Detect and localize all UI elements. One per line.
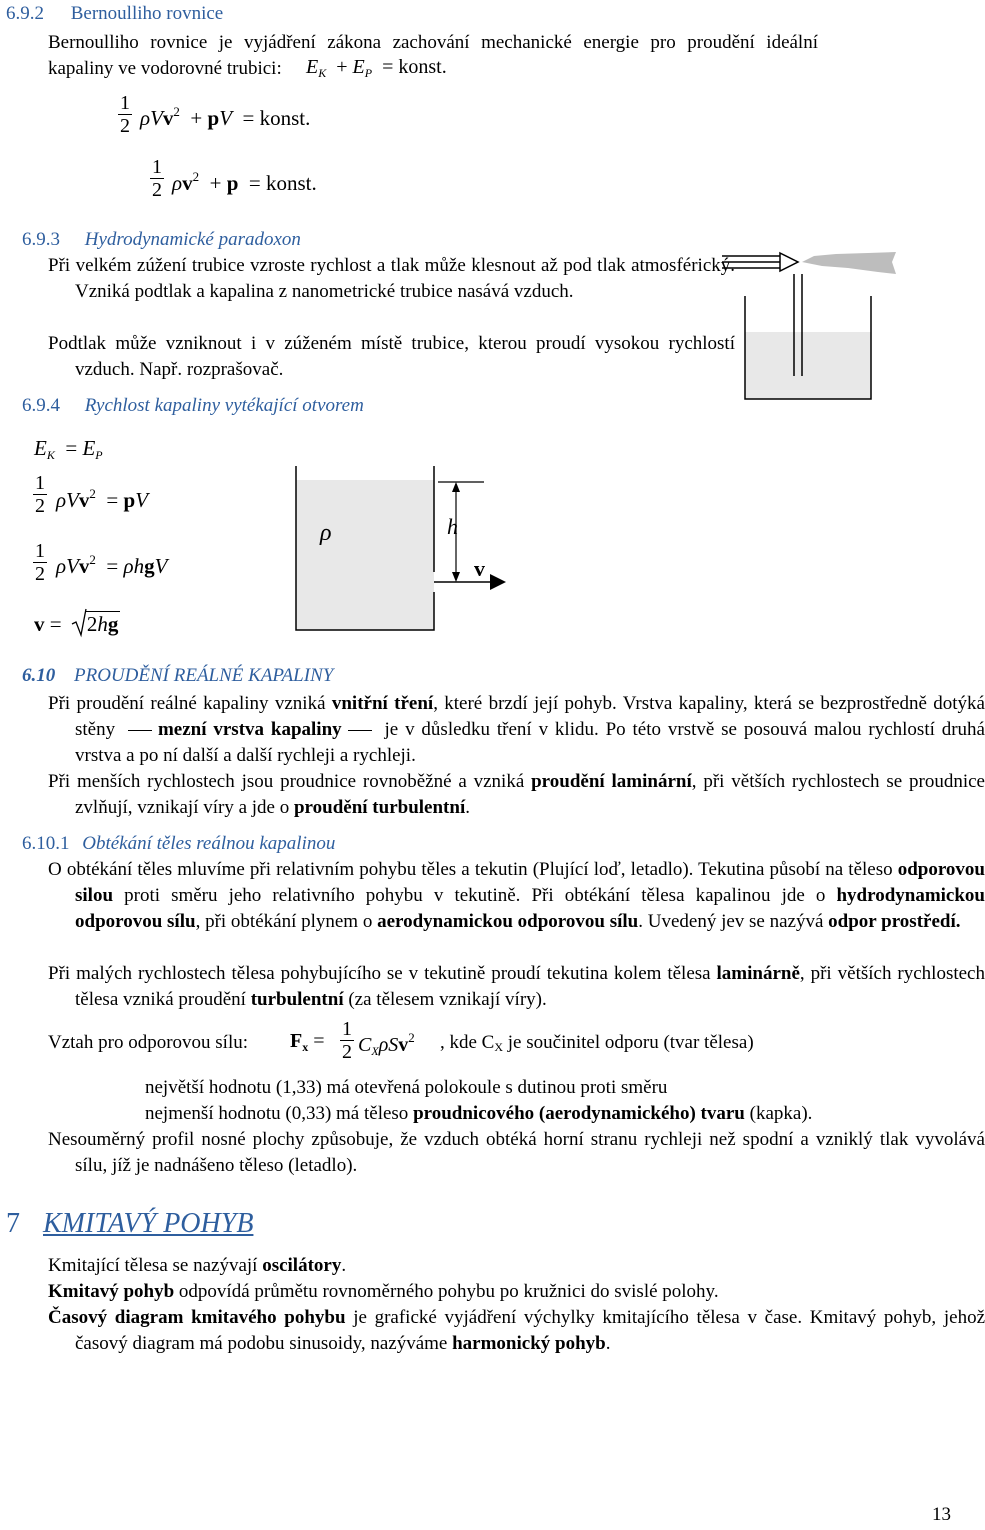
term-oscillators: oscilátory (262, 1255, 342, 1276)
drag-formula-lhs: $F_x$ = (290, 1030, 325, 1054)
text-run: nejmenší hodnotu (0,33) má těleso (145, 1103, 414, 1124)
torricelli-eq-1: ρVv$^2$ = pV (56, 486, 149, 512)
lift-para (48, 1127, 985, 1179)
half-fraction: $\frac{1}{2}$ (35, 472, 45, 517)
section-heading-6101 (22, 832, 335, 856)
text-run: je grafické vyjádření výchylky kmitajícího tělesa v čase. Kmitavý pohyb, jehož časový diagram má podobu sinusoidy, nazýváme (75, 1307, 985, 1354)
const-label: konst. (265, 171, 317, 195)
section-number: 6.9.3 (22, 229, 60, 250)
drag-para-1 (48, 857, 985, 935)
half-fraction: $\frac{1}{2}$ (35, 540, 45, 585)
section-title: Hydrodynamické paradoxon (84, 229, 301, 250)
real-fluid-para-2 (48, 769, 985, 821)
sprayer-liquid (745, 332, 871, 399)
text-run: (za tělesem vznikají víry). (343, 989, 547, 1010)
sprayer-figure (718, 246, 902, 402)
term-hydrodynamic-drag: hydrodynamickou odporovou sílu (75, 885, 985, 932)
text-run: (kapka). (744, 1103, 813, 1124)
section-title: Rychlost kapaliny vytékající otvorem (84, 395, 364, 416)
text-run: , při obtékání plynem o (195, 911, 378, 932)
text-run: Kmitající tělesa se nazývají (48, 1255, 263, 1276)
term-aerodynamic-drag: aerodynamickou odporovou sílu (377, 911, 639, 932)
term-drag-force: odporovou silou (75, 859, 985, 906)
const-label: konst. (259, 106, 311, 130)
spray-cloud (802, 252, 896, 274)
outflow-arrow (490, 574, 506, 590)
height-arrow-up (452, 482, 460, 492)
oscillation-para-3 (48, 1305, 985, 1357)
bernoulli-intro-text: Bernoulliho rovnice je vyjádření zákona zachování mechanické energie pro proudění ideální kapaliny ve vodorovné trubici: (48, 32, 818, 79)
text-run: , kde C (440, 1032, 495, 1053)
text-run: Nesouměrný profil nosné plochy způsobuje, že vzduch obtéká horní stranu rychleji než spodní a vzniklý tlak vyvolává sílu, jíž je nadnášeno těleso (letadlo). (48, 1129, 985, 1176)
section-number: 6.9.2 (6, 3, 44, 24)
text-run: odpovídá průmětu rovnoměrného pohybu po kružnici do svislé polohy. (174, 1281, 719, 1302)
text-run: . (605, 1333, 611, 1354)
bernoulli-eq-volume: ρVv$^2$ + pV = konst. (140, 104, 311, 130)
chapter-number: 7 (6, 1208, 20, 1239)
term-internal-friction: vnitřní tření (331, 693, 434, 714)
paradox-para-2-text: Podtlak může vzniknout i v zúženém místě trubice, kterou proudí vysokou rychlostí vzduch. Např. rozprašovač. (48, 333, 735, 380)
height-arrow-down (452, 572, 460, 582)
page-number: 13 (932, 1504, 951, 1525)
text-run: proti směru jeho relativního pohybu v tekutině. Při obtékání tělesa kapalinou jde o (113, 885, 837, 906)
section-heading-692 (6, 2, 223, 26)
oscillation-para-1 (48, 1253, 346, 1279)
paradox-para-1-text: Při velkém zúžení trubice vzroste rychlost a tlak může klesnout až pod tlak atmosférický. Vzniká podtlak a kapalina z nanometrické trubice nasává vzduch. (48, 255, 735, 302)
section-title: Bernoulliho rovnice (70, 3, 224, 24)
chapter-heading-7 (6, 1206, 253, 1242)
text-run: . Uvedený jev se nazývá (638, 911, 829, 932)
height-label: h (447, 514, 458, 539)
text-run: O obtékání těles mluvíme při relativním pohybu těles a tekutin (Plující loď, letadlo). Tekutina působí na těleso (48, 859, 898, 880)
density-label: ρ (320, 520, 332, 546)
paradox-para-1 (48, 253, 735, 305)
term-boundary-layer: mezní vrstva kapaliny (157, 719, 342, 740)
bernoulli-eq-pressure: $\rho v^2 + p$ = konst. (172, 169, 317, 195)
section-heading-694 (22, 394, 364, 418)
real-fluid-para-1 (48, 691, 985, 769)
text-run: je v důsledku tření v klidu. Po této vrstvě se posouvá malou rychlostí druhá vrstva a po ní další a další rychleji a rychleji. (75, 719, 985, 766)
term-laminar-flow: proudění laminární (531, 771, 692, 792)
tank-figure (292, 462, 510, 634)
text-run: . (465, 797, 470, 818)
coefficient-min-line (145, 1101, 812, 1127)
text-run: , které brzdí její pohyb. Vrstva kapaliny, která se bezprostředně dotýká stěny (75, 693, 985, 740)
energy-equation: $E_K + E_P$ = konst. (306, 56, 447, 80)
drag-formula-tail: , kde CX je součinitel odporu (tvar tělesa) (440, 1032, 754, 1054)
half-fraction: $\frac{1}{2}$ (342, 1018, 352, 1063)
tank-liquid (296, 480, 434, 630)
term-turbulent: turbulentní (250, 989, 344, 1010)
section-heading-610 (22, 664, 333, 688)
text-run: , při větších rychlostech se proudnice zvlňují, vznikají víry a jde o (75, 771, 985, 818)
oscillation-para-2 (48, 1279, 719, 1305)
term-oscillatory-motion: Kmitavý pohyb (48, 1281, 175, 1302)
section-number: 6.10 (22, 665, 56, 686)
section-number: 6.10.1 (22, 833, 70, 854)
nozzle (780, 253, 798, 271)
term-time-diagram: Časový diagram kmitavého pohybu (48, 1307, 346, 1328)
coefficient-max-line: největší hodnotu (1,33) má otevřená polokoule s dutinou proti směru (145, 1077, 668, 1098)
torricelli-eq-2: ρVv$^2$ = ρhgV (56, 552, 168, 578)
section-title: PROUDĚNÍ REÁLNÉ KAPALINY (74, 665, 334, 686)
section-number: 6.9.4 (22, 395, 60, 416)
term-streamlined-shape: proudnicového (aerodynamického) tvaru (413, 1103, 745, 1124)
text-run: . (341, 1255, 347, 1276)
drag-para-2 (48, 961, 985, 1013)
text-run: Při malých rychlostech tělesa pohybujícího se v tekutině proudí tekutina kolem tělesa (48, 963, 717, 984)
drag-formula-intro: Vztah pro odporovou sílu: (48, 1032, 249, 1053)
section-heading-693 (22, 228, 301, 252)
term-turbulent-flow: proudění turbulentní (293, 797, 466, 818)
term-harmonic-motion: harmonický pohyb (452, 1333, 606, 1354)
velocity-label: v (474, 556, 485, 581)
term-medium-resistance: odpor prostředí. (828, 911, 961, 932)
text-run: Při menších rychlostech jsou proudnice rovnoběžné a vzniká (48, 771, 532, 792)
chapter-title: KMITAVÝ POHYB (43, 1208, 254, 1239)
half-fraction: $\frac{1}{2}$ (120, 92, 130, 137)
section-title: Obtékání těles reálnou kapalinou (82, 833, 336, 854)
energy-balance-eq: $E_K = E_P$ (34, 436, 103, 462)
text-run: , při větších rychlostech tělesa vzniká proudění (75, 963, 985, 1010)
half-fraction: $\frac{1}{2}$ (152, 156, 162, 201)
drag-formula-rhs: $C_X\rho Sv^2$ (358, 1030, 415, 1058)
const-label: konst. (398, 56, 447, 78)
paradox-para-2 (48, 331, 735, 383)
text-run: je součinitel odporu (tvar tělesa) (503, 1032, 754, 1053)
term-laminar: laminárně (716, 963, 800, 984)
text-run: Při proudění reálné kapaliny vzniká (48, 693, 332, 714)
torricelli-result: v = 2hg (34, 612, 120, 637)
